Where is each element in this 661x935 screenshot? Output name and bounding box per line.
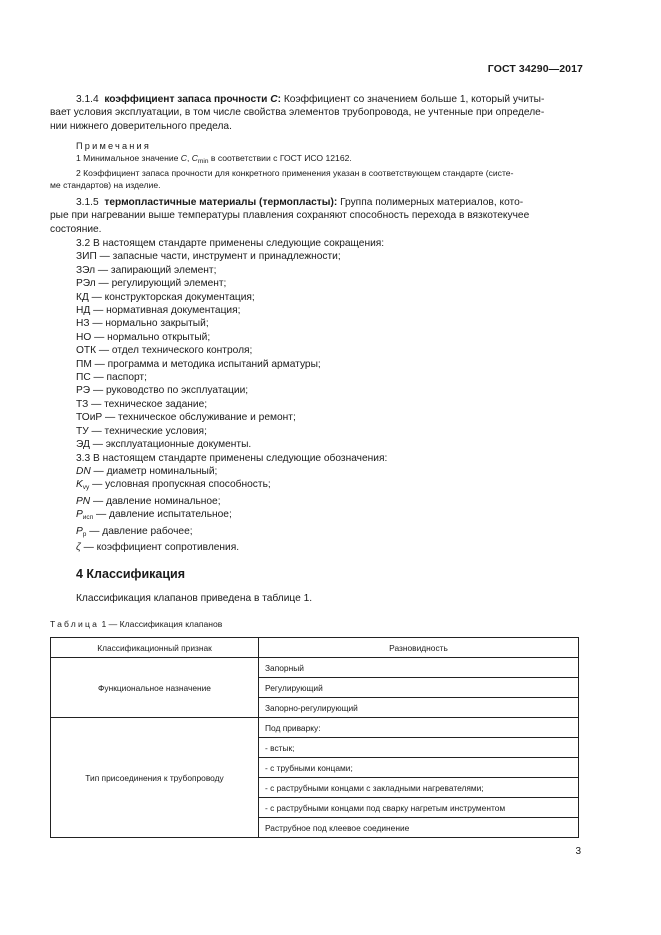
note-2: 2 Коэффициент запаса прочности для конкретного применения указан в соответствующем стандарте (систе- [76, 168, 514, 178]
section-4-text: Классификация клапанов приведена в таблице 1. [76, 593, 313, 604]
note-1-text: 1 Минимальное значение [76, 153, 181, 164]
abbreviation-item: НЗ — нормально закрытый; [76, 318, 209, 330]
table-cell: Раструбное под клеевое соединение [259, 818, 579, 838]
table-group-label: Тип присоединения к трубопроводу [51, 718, 259, 838]
table-cell: - с раструбными концами под сварку нагретым инструментом [259, 798, 579, 818]
table-cell: Запорно-регулирующий [259, 698, 579, 718]
abbreviation-item: ЭД — эксплуатационные документы. [76, 439, 252, 451]
abbreviation-item: КД — конструкторская документация; [76, 291, 255, 303]
definition-text: рые при нагревании выше температуры плавления сохраняют способность перехода в вязкотекучее [50, 210, 530, 222]
definition-text: Коэффициент со значением больше 1, который учиты- [281, 94, 545, 105]
symbol: P [76, 525, 83, 537]
section-3-1-5-line1 [76, 196, 583, 209]
table-cell: Запорный [259, 658, 579, 678]
symbol-kv [76, 478, 583, 494]
note-1-symbol-c: C [180, 153, 188, 164]
note-1 [76, 153, 583, 168]
table-header-cell: Классификационный признак [51, 638, 259, 658]
abbreviation-item: РЭ — руководство по эксплуатации; [76, 385, 249, 397]
symbol: DN [76, 465, 91, 477]
note-1-tail: в соответствии с ГОСТ ИСО 12162. [208, 153, 352, 164]
table-row [51, 718, 579, 738]
symbol-text: — условная пропускная способность; [89, 479, 271, 491]
abbreviation-item: ПС — паспорт; [76, 372, 147, 384]
section-number: 3.1.5 [76, 197, 99, 208]
symbol-subscript: р [82, 530, 87, 538]
section-3-1-4 [50, 93, 583, 133]
table-header-row [51, 638, 579, 658]
definition-text: нии нижнего доверительного предела. [50, 120, 232, 132]
term: коэффициент запаса прочности [104, 94, 268, 105]
note-1-subscript: min [198, 158, 209, 166]
definition-text: состояние. [50, 223, 102, 235]
table-header-cell: Разновидность [259, 638, 579, 658]
section-number: 3.1.4 [76, 94, 99, 105]
abbreviation-item: ТОиР — техническое обслуживание и ремонт; [76, 412, 296, 424]
notes-block [50, 140, 583, 191]
section-3-1-5 [50, 196, 583, 236]
abbreviation-item: ТУ — технические условия; [76, 425, 207, 437]
symbol-subscript: исп [82, 514, 94, 522]
page-number: 3 [575, 846, 581, 857]
symbol: PN [76, 495, 91, 507]
table-caption [50, 619, 222, 629]
table-cell: - с трубными концами; [259, 758, 579, 778]
abbreviation-item: ПМ — программа и методика испытаний арматуры; [76, 358, 321, 370]
symbol-text: — давление номинальное; [90, 495, 221, 507]
symbol-p-isp [76, 508, 583, 524]
symbol-text: — диаметр номинальный; [90, 465, 218, 477]
abbreviations-list [76, 250, 583, 451]
table-group-label: Функциональное назначение [51, 658, 259, 718]
definition-text: вает условия эксплуатации, в том числе свойства элементов трубопровода, не учтенные при определе- [50, 107, 545, 119]
abbreviation-item: РЭл — регулирующий элемент; [76, 278, 227, 290]
table-caption-title: 1 — Классификация клапанов [99, 619, 223, 629]
term-colon: : [277, 94, 282, 105]
symbol-dn [76, 465, 583, 478]
symbol-zeta [76, 541, 583, 554]
abbreviation-item: НО — нормально открытый; [76, 331, 211, 343]
section-4-heading: 4 Классификация [76, 567, 186, 581]
table-caption-label: Таблица [50, 619, 100, 629]
notes-heading: Примечания [76, 141, 152, 151]
symbol-text: — коэффициент сопротивления. [80, 541, 240, 553]
table-cell: Под приварку: [259, 718, 579, 738]
symbol-pn [76, 495, 583, 508]
abbreviations-intro: 3.2 В настоящем стандарте применены следующие сокращения: [76, 238, 385, 249]
term: термопластичные материалы (термопласты): [104, 197, 338, 208]
term-symbol: C [270, 94, 278, 105]
symbol: K [76, 479, 83, 491]
table-row [51, 658, 579, 678]
abbreviation-item: ОТК — отдел технического контроля; [76, 345, 253, 357]
note-2-cont: ме стандартов) на изделие. [50, 179, 161, 190]
symbol: P [76, 509, 83, 521]
abbreviations-section [76, 237, 583, 554]
symbol-text: — давление испытательное; [93, 509, 232, 521]
table-cell: - встык; [259, 738, 579, 758]
symbols-intro: 3.3 В настоящем стандарте применены следующие обозначения: [76, 452, 388, 464]
symbol-text: — давление рабочее; [86, 525, 193, 537]
section-3-1-4-line1 [76, 93, 583, 106]
abbreviation-item: НД — нормативная документация; [76, 305, 241, 317]
standard-number-header: ГОСТ 34290—2017 [487, 63, 583, 75]
note-1-separator: , [187, 153, 192, 164]
symbol: ζ [76, 541, 81, 553]
definition-text: Группа полимерных материалов, кото- [337, 197, 524, 208]
symbol-p-r [76, 525, 583, 541]
note-1-symbol-cmin: C [191, 153, 199, 164]
table-cell: Регулирующий [259, 678, 579, 698]
abbreviation-item: ЗИП — запасные части, инструмент и принадлежности; [76, 251, 341, 263]
abbreviation-item: ТЗ — техническое задание; [76, 398, 208, 410]
table-cell: - с раструбными концами с закладными нагревателями; [259, 778, 579, 798]
classification-table [50, 637, 579, 838]
symbol-subscript: vy [82, 484, 90, 492]
abbreviation-item: ЗЭл — запирающий элемент; [76, 264, 217, 276]
